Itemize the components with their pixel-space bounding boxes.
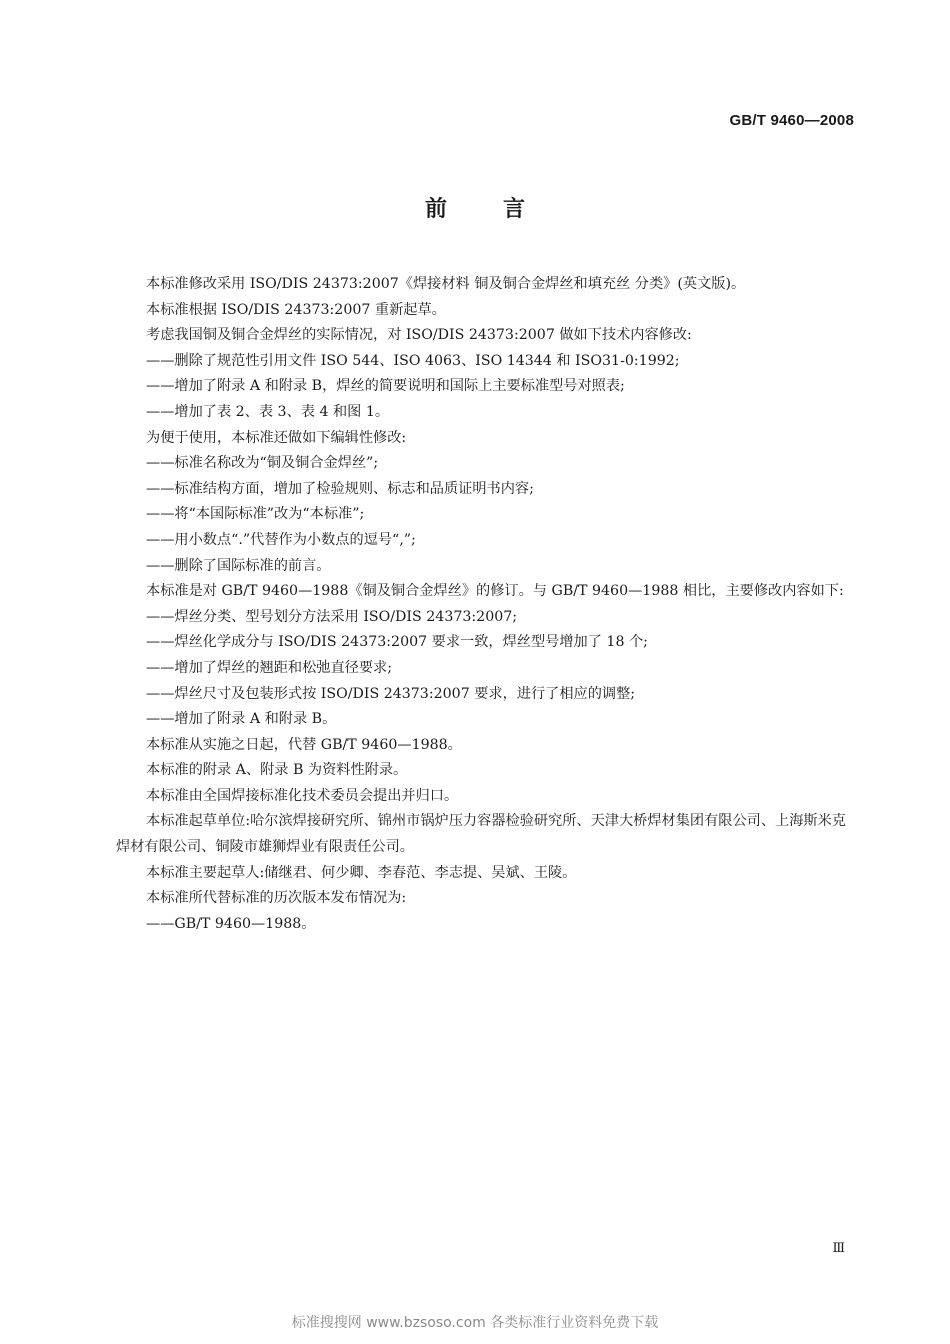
list-item: ——将“本国际标准”改为“本标准”; [146,506,365,523]
page-title: 前言 [424,197,581,222]
paragraph: 本标准根据 ISO/DIS 24373:2007 重新起草。 [146,301,446,318]
list-item: ——焊丝尺寸及包装形式按 ISO/DIS 24373:2007 要求，进行了相应的调整; [146,685,636,702]
watermark-text: 标准搜搜网 www.bzsoso.com 各类标准行业资料免费下载 [291,1315,659,1331]
paragraph: 为便于使用，本标准还做如下编辑性修改: [146,429,407,446]
paragraph: 本标准从实施之日起，代替 GB/T 9460—1988。 [146,736,462,753]
list-item: ——增加了附录 A 和附录 B，焊丝的简要说明和国际上主要标准型号对照表; [146,378,625,395]
page-number: Ⅲ [832,1241,845,1256]
paragraph: 本标准的附录 A、附录 B 为资料性附录。 [146,762,408,779]
paragraph: 本标准修改采用 ISO/DIS 24373:2007《焊接材料 铜及铜合金焊丝和填充丝 分类》(英文版)。 [146,276,746,292]
list-item: ——增加了表 2、表 3、表 4 和图 1。 [146,403,390,420]
standard-code: GB/T 9460—2008 [729,112,854,129]
list-item: ——标准名称改为“铜及铜合金焊丝”; [146,455,379,472]
paragraph: 本标准所代替标准的历次版本发布情况为: [146,890,407,907]
paragraph: 本标准是对 GB/T 9460—1988《铜及铜合金焊丝》的修订。与 GB/T 9460—1988 相比，主要修改内容如下: [146,583,844,600]
list-item: ——GB/T 9460—1988。 [146,915,316,932]
paragraph: 本标准起草单位:哈尔滨焊接研究所、锦州市锅炉压力容器检验研究所、天津大桥焊材集团有限公司、上海斯米克焊材有限公司、铜陵市雄狮焊业有限责任公司。 [116,813,846,856]
list-item: ——增加了焊丝的翘距和松弛直径要求; [146,659,392,676]
document-body [116,272,856,937]
list-item: ——增加了附录 A 和附录 B。 [146,711,337,728]
list-item: ——标准结构方面，增加了检验规则、标志和品质证明书内容; [146,480,534,497]
paragraph: 本标准主要起草人:储继君、何少卿、李春范、李志提、吴斌、王陵。 [146,864,577,881]
paragraph: 考虑我国铜及铜合金焊丝的实际情况，对 ISO/DIS 24373:2007 做如下技术内容修改: [146,327,692,344]
list-item: ——焊丝化学成分与 ISO/DIS 24373:2007 要求一致，焊丝型号增加了 18 个; [146,634,648,651]
list-item: ——焊丝分类、型号划分方法采用 ISO/DIS 24373:2007; [146,608,518,625]
paragraph: 本标准由全国焊接标准化技术委员会提出并归口。 [146,787,459,804]
list-item: ——用小数点“.”代替作为小数点的逗号“,”; [146,531,416,548]
list-item: ——删除了国际标准的前言。 [146,557,331,574]
list-item: ——删除了规范性引用文件 ISO 544、ISO 4063、ISO 14344 和 ISO31-0:1992; [146,352,680,369]
